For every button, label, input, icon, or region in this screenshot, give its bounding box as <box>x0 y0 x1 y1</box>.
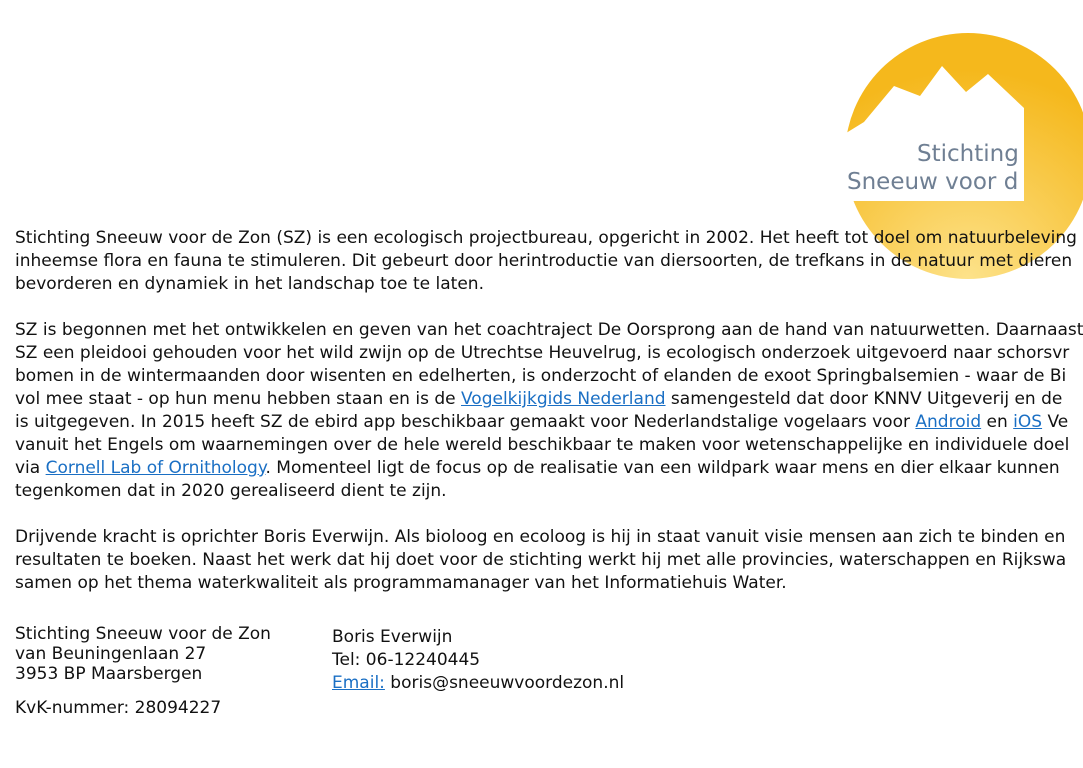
contact-email-line <box>332 672 624 695</box>
ios-link[interactable]: iOS <box>1013 412 1043 432</box>
text-line: SZ is begonnen met het ontwikkelen en geven van het coachtraject De Oorsprong aan de hand van natuurwetten. Daarnaast <box>15 320 1083 340</box>
text-line: samen op het thema waterkwaliteit als programmamanager van het Informatiehuis Water. <box>15 573 787 593</box>
vogelkijkgids-link[interactable]: Vogelkijkgids Nederland <box>461 389 666 409</box>
sun-mountain-logo-icon <box>838 26 1024 201</box>
text-line: resultaten te boeken. Naast het werk dat hij doet voor de stichting werkt hij met alle provincies, waterschappen en Rijkswa <box>15 550 1067 570</box>
logo-text-stichting: Stichting <box>917 141 1019 167</box>
text-line: Drijvende kracht is oprichter Boris Everwijn. Als bioloog en ecoloog is hij in staat vanuit visie mensen aan zich te binden en <box>15 527 1066 547</box>
email-link[interactable]: Email: <box>332 673 385 693</box>
text-segment: en <box>981 412 1014 432</box>
address-block <box>15 624 271 684</box>
intro-paragraph <box>15 227 1077 296</box>
text-line: vanuit het Engels om waarnemingen over de hele wereld beschikbaar te maken voor wetenschappelijke en individuele doel <box>15 435 1070 455</box>
org-name: Stichting Sneeuw voor de Zon <box>15 624 271 644</box>
android-link[interactable]: Android <box>915 412 982 432</box>
logo-text-sneeuw: Sneeuw voor d <box>847 169 1019 195</box>
contact-block <box>332 626 624 695</box>
email-address: boris@sneeuwvoordezon.nl <box>384 673 625 693</box>
text-line <box>15 411 1069 434</box>
history-paragraph <box>15 319 1083 503</box>
text-line: inheemse flora en fauna te stimuleren. Dit gebeurt door herintroductie van diersoorten, de trefkans in de natuur met dieren <box>15 251 1073 271</box>
logo[interactable] <box>838 26 1024 201</box>
cornell-lab-link[interactable]: Cornell Lab of Ornithology <box>45 458 266 478</box>
text-segment: . Momenteel ligt de focus op de realisatie van een wildpark waar mens en dier elkaar kunnen <box>265 458 1060 478</box>
text-line: Stichting Sneeuw voor de Zon (SZ) is een ecologisch projectbureau, opgericht in 2002. Het heeft tot doel om natuurbeleving <box>15 228 1077 248</box>
text-line: SZ een pleidooi gehouden voor het wild zwijn op de Utrechtse Heuvelrug, is ecologisch onderzoek uitgevoerd naar schorsvr <box>15 343 1070 363</box>
contact-phone: Tel: 06-12240445 <box>332 650 481 670</box>
text-segment: via <box>15 458 46 478</box>
text-segment: samengesteld dat door KNNV Uitgeverij en de <box>665 389 1063 409</box>
text-line: bevorderen en dynamiek in het landschap toe te laten. <box>15 274 484 294</box>
kvk-number: KvK-nummer: 28094227 <box>15 698 222 718</box>
text-line <box>15 457 1060 480</box>
text-line <box>15 388 1063 411</box>
contact-name: Boris Everwijn <box>332 627 453 647</box>
founder-paragraph <box>15 526 1067 595</box>
text-segment: Ve <box>1042 412 1069 432</box>
postal-city: 3953 BP Maarsbergen <box>15 664 203 684</box>
text-line: tegenkomen dat in 2020 gerealiseerd dient te zijn. <box>15 481 447 501</box>
street-address: van Beuningenlaan 27 <box>15 644 207 664</box>
text-segment: vol mee staat - op hun menu hebben staan en is de <box>15 389 461 409</box>
text-line: bomen in de wintermaanden door wisenten en edelherten, is onderzocht of elanden de exoot Springbalsemien - waar de Bi <box>15 366 1067 386</box>
text-segment: is uitgegeven. In 2015 heeft SZ de ebird app beschikbaar gemaakt voor Nederlandstalige vogelaars voor <box>15 412 916 432</box>
main-content <box>15 227 1083 618</box>
